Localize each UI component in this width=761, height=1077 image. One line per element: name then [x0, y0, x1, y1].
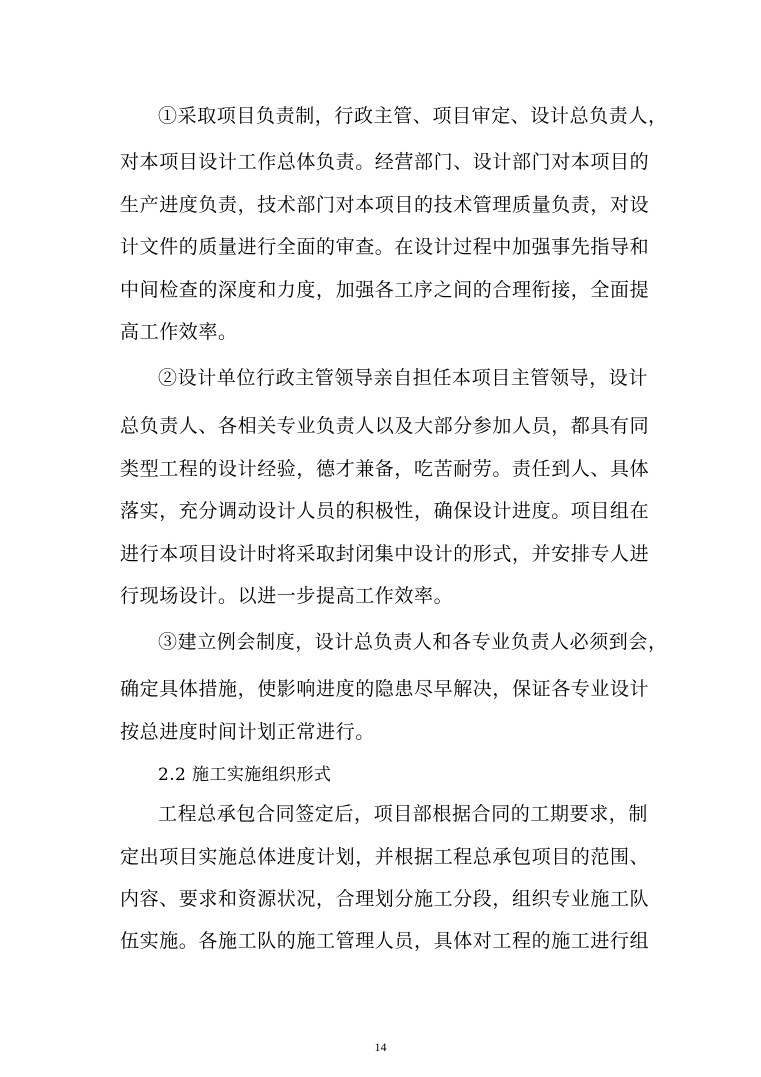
paragraph-line: 生产进度负责，技术部门对本项目的技术管理质量负责，对设 — [120, 194, 650, 216]
paragraph-line: 工程总承包合同签定后，项目部根据合同的工期要求，制 — [158, 803, 649, 825]
paragraph-line: 高工作效率。 — [120, 321, 238, 343]
paragraph-line: 总负责人、各相关专业负责人以及大部分参加人员，都具有同 — [120, 415, 650, 437]
paragraph-line: 定出项目实施总体进度计划，并根据工程总承包项目的范围、 — [120, 846, 650, 868]
paragraph-line: 类型工程的设计经验，德才兼备，吃苦耐劳。责任到人、具体 — [120, 458, 650, 480]
paragraph-line: 按总进度时间计划正常进行。 — [120, 721, 375, 743]
paragraph-line: 行现场设计。以进一步提高工作效率。 — [120, 585, 454, 607]
paragraph-line: ③建立例会制度，设计总负责人和各专业负责人必须到会， — [158, 631, 668, 653]
paragraph-line: 伍实施。各施工队的施工管理人员，具体对工程的施工进行组 — [120, 930, 650, 952]
page-number: 14 — [374, 1040, 387, 1054]
paragraph-line: 落实，充分调动设计人员的积极性，确保设计进度。项目组在 — [120, 500, 650, 522]
paragraph-line: 内容、要求和资源状况，合理划分施工分段，组织专业施工队 — [120, 888, 650, 910]
paragraph-line: 确定具体措施，使影响进度的隐患尽早解决，保证各专业设计 — [120, 678, 650, 700]
paragraph-line: 对本项目设计工作总体负责。经营部门、设计部门对本项目的 — [120, 151, 650, 173]
section-heading: 2.2 施工实施组织形式 — [158, 765, 332, 785]
paragraph-line: 中间检查的深度和力度，加强各工序之间的合理衔接，全面提 — [120, 279, 650, 301]
paragraph-line: 计文件的质量进行全面的审查。在设计过程中加强事先指导和 — [120, 236, 650, 258]
paragraph-line: ②设计单位行政主管领导亲自担任本项目主管领导，设计 — [158, 367, 649, 389]
paragraph-line: 进行本项目设计时将采取封闭集中设计的形式，并安排专人进 — [120, 543, 650, 565]
paragraph-line: ①采取项目负责制，行政主管、项目审定、设计总负责人， — [158, 105, 668, 127]
